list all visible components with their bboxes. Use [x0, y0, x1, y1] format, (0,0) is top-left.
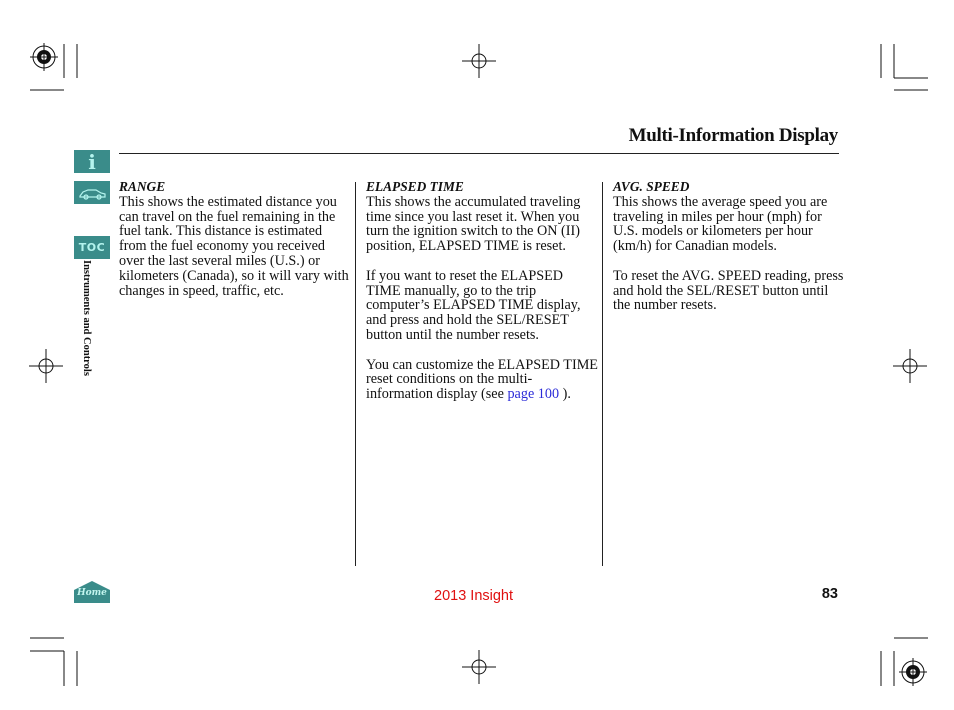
- info-tab[interactable]: [74, 150, 110, 173]
- column-divider: [355, 182, 356, 566]
- toc-label: TOC: [78, 241, 106, 254]
- column-paragraph-with-link: [366, 358, 598, 402]
- title-rule: [119, 153, 839, 154]
- page-title: Multi-Information Display: [628, 125, 838, 146]
- section-label: Instruments and Controls: [81, 260, 92, 376]
- column-paragraph: If you want to reset the ELAPSED TIME manually, go to the trip computer’s ELAPSED TIME display, and press and hold the SEL/RESET button until the number resets.: [366, 267, 581, 343]
- car-icon: [74, 181, 110, 204]
- column-heading: RANGE: [119, 179, 166, 194]
- column-paragraph: This shows the estimated distance you can travel on the fuel remaining in the fuel tank. This distance is estimated from the fuel economy you received over the last several miles (U.S.) or kilometers (Canada), so it will vary with changes in speed, traffic, etc.: [119, 193, 349, 299]
- info-icon: i: [88, 149, 96, 174]
- home-label: Home: [77, 588, 107, 598]
- column-paragraph: To reset the AVG. SPEED reading, press and hold the SEL/RESET button until the number resets.: [613, 267, 844, 314]
- column-paragraph: This shows the accumulated traveling time since you last reset it. When you turn the ignition switch to the ON (II) position, ELAPSED TIME is reset.: [366, 193, 581, 255]
- toc-tab[interactable]: [74, 236, 110, 259]
- paragraph-text: You can customize the ELAPSED TIME reset conditions on the multi-information display (see: [366, 356, 598, 403]
- column-avg-speed: [613, 180, 845, 328]
- page-number: 83: [821, 586, 838, 602]
- home-button[interactable]: [74, 581, 110, 603]
- paragraph-text: ).: [559, 386, 571, 403]
- column-heading: AVG. SPEED: [613, 179, 690, 194]
- page-100-link[interactable]: page 100: [507, 386, 560, 403]
- column-heading: ELAPSED TIME: [366, 179, 464, 194]
- column-range: [119, 180, 351, 313]
- footer-model: 2013 Insight: [434, 588, 514, 604]
- column-elapsed-time: [366, 180, 598, 417]
- column-divider: [602, 182, 603, 566]
- car-tab[interactable]: [74, 181, 110, 204]
- column-paragraph: This shows the average speed you are traveling in miles per hour (mph) for U.S. models or kilometers per hour (km/h) for Canadian models.: [613, 193, 828, 255]
